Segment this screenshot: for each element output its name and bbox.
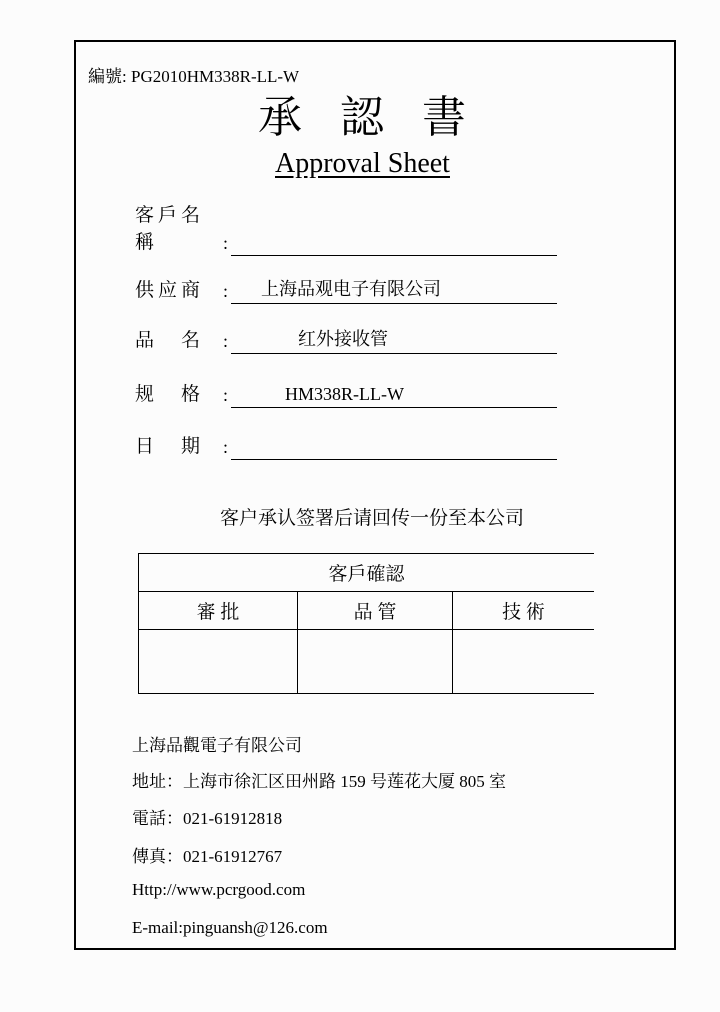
field-date bbox=[135, 430, 557, 460]
code-value: PG2010HM338R-LL-W bbox=[130, 67, 300, 86]
field-product-name bbox=[135, 324, 557, 354]
field-colon: : bbox=[223, 233, 229, 253]
company-phone: 電話：021-61912818 bbox=[132, 809, 283, 828]
return-notice: 客户承认签署后请回传一份至本公司 bbox=[220, 508, 525, 529]
field-underline bbox=[231, 459, 557, 460]
field-underline bbox=[231, 303, 557, 304]
signature-cell-approve bbox=[139, 630, 298, 694]
table-signature-row bbox=[139, 630, 595, 694]
company-fax: 傳真：021-61912767 bbox=[132, 847, 283, 866]
field-customer-name bbox=[135, 205, 557, 256]
field-label: 客戶名稱 bbox=[135, 205, 205, 253]
field-label: 供应商 bbox=[135, 280, 205, 301]
document-code bbox=[88, 62, 299, 87]
field-colon: : bbox=[223, 281, 229, 301]
field-value: HM338R-LL-W bbox=[285, 384, 404, 404]
field-colon: : bbox=[223, 331, 229, 351]
code-label: 編號: bbox=[88, 67, 127, 86]
field-underline bbox=[231, 353, 557, 354]
field-value: 红外接收管 bbox=[298, 329, 388, 349]
signature-cell-quality bbox=[298, 630, 453, 694]
field-value: 上海品观电子有限公司 bbox=[261, 279, 441, 299]
field-colon: : bbox=[223, 437, 229, 457]
column-quality: 品 管 bbox=[298, 592, 453, 630]
field-supplier bbox=[135, 274, 557, 304]
field-colon: : bbox=[223, 385, 229, 405]
field-specification bbox=[135, 378, 557, 408]
column-approve: 審 批 bbox=[139, 592, 298, 630]
table-header: 客戶確認 bbox=[139, 554, 595, 592]
table-header-row bbox=[139, 554, 595, 592]
signature-cell-technical bbox=[453, 630, 595, 694]
title-english: Approval Sheet bbox=[275, 148, 450, 179]
field-underline bbox=[231, 407, 557, 408]
field-underline bbox=[231, 255, 557, 256]
company-website[interactable]: Http://www.pcrgood.com bbox=[132, 880, 306, 899]
field-label: 规 格 bbox=[135, 384, 205, 405]
field-label: 日 期 bbox=[135, 436, 205, 457]
company-address: 地址：上海市徐汇区田州路 159 号莲花大厦 805 室 bbox=[132, 772, 506, 791]
company-name: 上海品觀電子有限公司 bbox=[132, 736, 302, 755]
column-technical: 技 術 bbox=[453, 592, 595, 630]
customer-approval-table bbox=[138, 553, 594, 694]
field-label: 品 名 bbox=[135, 330, 205, 351]
table-column-row bbox=[139, 592, 595, 630]
company-email[interactable]: E-mail:pinguansh@126.com bbox=[132, 918, 328, 937]
title-chinese: 承認書 bbox=[258, 93, 504, 142]
